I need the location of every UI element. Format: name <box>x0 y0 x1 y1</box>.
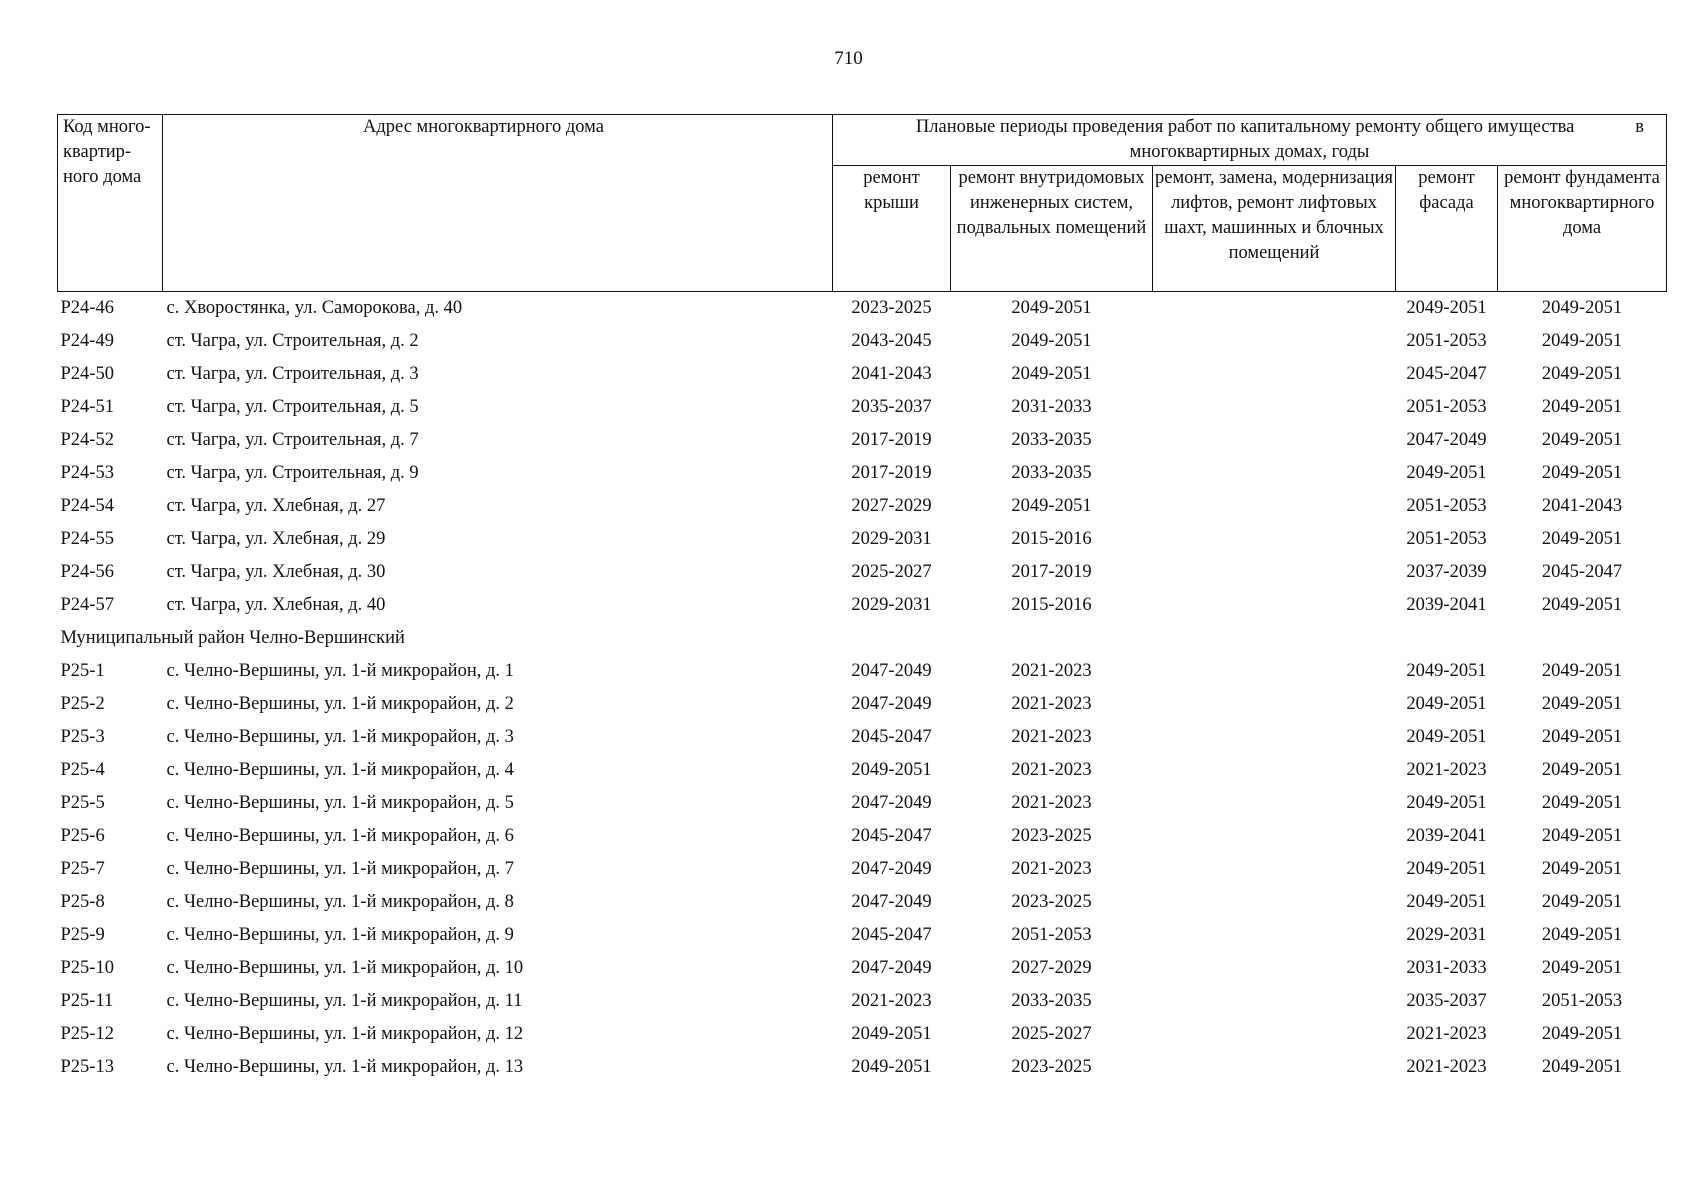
cell-roof: 2047-2049 <box>851 661 932 681</box>
cell-code: Р24-46 <box>60 298 114 318</box>
cell-engineering: 2033-2035 <box>1011 430 1092 450</box>
cell-engineering: 2021-2023 <box>1011 793 1092 813</box>
cell-code: Р25-1 <box>60 661 105 681</box>
cell-foundation: 2049-2051 <box>1541 298 1623 318</box>
cell-foundation: 2049-2051 <box>1541 958 1623 978</box>
header-planned-periods-main: Плановые периоды проведения работ по капитальному ремонту общего имущества <box>915 117 1575 137</box>
cell-facade: 2045-2047 <box>1406 364 1487 384</box>
cell-address: ст. Чагра, ул. Строительная, д. 9 <box>166 463 419 483</box>
cell-facade: 2049-2051 <box>1406 892 1487 912</box>
cell-facade: 2037-2039 <box>1406 562 1487 582</box>
cell-roof: 2027-2029 <box>851 496 932 516</box>
cell-lifts <box>1153 688 1396 721</box>
cell-code: Р25-4 <box>60 760 105 780</box>
cell-address: с. Челно-Вершины, ул. 1-й микрорайон, д. 12 <box>166 1024 524 1044</box>
cell-roof: 2035-2037 <box>851 397 932 417</box>
cell-roof: 2047-2049 <box>851 892 932 912</box>
cell-code: Р25-7 <box>60 859 105 879</box>
cell-code: Р24-49 <box>60 331 114 351</box>
cell-roof: 2047-2049 <box>851 793 932 813</box>
cell-facade: 2039-2041 <box>1406 826 1487 846</box>
cell-lifts <box>1153 358 1396 391</box>
cell-foundation: 2041-2043 <box>1541 496 1623 516</box>
cell-code: Р25-12 <box>60 1024 114 1044</box>
table-row <box>58 787 1667 820</box>
table-row <box>58 754 1667 787</box>
header-planned-periods <box>833 115 1667 166</box>
cell-foundation: 2049-2051 <box>1541 331 1623 351</box>
cell-foundation: 2049-2051 <box>1541 397 1623 417</box>
cell-address: с. Челно-Вершины, ул. 1-й микрорайон, д. 1 <box>166 661 514 681</box>
cell-roof: 2045-2047 <box>851 826 932 846</box>
cell-address: ст. Чагра, ул. Хлебная, д. 40 <box>166 595 386 615</box>
cell-foundation: 2049-2051 <box>1541 364 1623 384</box>
cell-lifts <box>1153 325 1396 358</box>
cell-roof: 2029-2031 <box>851 595 932 615</box>
cell-roof: 2041-2043 <box>851 364 932 384</box>
cell-roof: 2025-2027 <box>851 562 932 582</box>
table-row <box>58 391 1667 424</box>
cell-engineering: 2027-2029 <box>1011 958 1092 978</box>
header-foundation: ремонт фундамента многоквартирного дома <box>1498 166 1667 292</box>
cell-engineering: 2051-2053 <box>1011 925 1092 945</box>
cell-address: ст. Чагра, ул. Хлебная, д. 30 <box>166 562 386 582</box>
cell-engineering: 2049-2051 <box>1011 331 1092 351</box>
cell-code: Р25-3 <box>60 727 105 747</box>
cell-lifts <box>1153 985 1396 1018</box>
table-row <box>58 1018 1667 1051</box>
cell-engineering: 2021-2023 <box>1011 760 1092 780</box>
cell-facade: 2051-2053 <box>1406 397 1487 417</box>
cell-foundation: 2049-2051 <box>1541 595 1623 615</box>
cell-engineering: 2049-2051 <box>1011 364 1092 384</box>
header-address: Адрес многоквартирного дома <box>163 115 833 292</box>
table-row <box>58 556 1667 589</box>
header-engineering: ремонт внутридомовых инженерных систем, подвальных помещений <box>951 166 1153 292</box>
table-row <box>58 589 1667 622</box>
header-planned-periods-line1 <box>855 115 1644 140</box>
page-number: 710 <box>834 48 863 69</box>
cell-facade: 2039-2041 <box>1406 595 1487 615</box>
cell-engineering: 2017-2019 <box>1011 562 1092 582</box>
cell-foundation: 2049-2051 <box>1541 826 1623 846</box>
cell-engineering: 2015-2016 <box>1011 595 1092 615</box>
cell-roof: 2047-2049 <box>851 694 932 714</box>
cell-facade: 2051-2053 <box>1406 331 1487 351</box>
cell-address: с. Челно-Вершины, ул. 1-й микрорайон, д. 4 <box>166 760 514 780</box>
cell-code: Р24-56 <box>60 562 114 582</box>
table-row <box>58 457 1667 490</box>
cell-facade: 2031-2033 <box>1406 958 1487 978</box>
cell-roof: 2043-2045 <box>851 331 932 351</box>
table-row <box>58 523 1667 556</box>
cell-address: с. Челно-Вершины, ул. 1-й микрорайон, д. 9 <box>166 925 514 945</box>
section-title: Муниципальный район Челно-Вершинский <box>60 628 405 648</box>
cell-foundation: 2049-2051 <box>1541 661 1623 681</box>
table-row <box>58 886 1667 919</box>
cell-roof: 2021-2023 <box>851 991 932 1011</box>
cell-address: с. Челно-Вершины, ул. 1-й микрорайон, д. 7 <box>166 859 514 879</box>
cell-foundation: 2049-2051 <box>1541 463 1623 483</box>
cell-roof: 2047-2049 <box>851 958 932 978</box>
cell-facade: 2051-2053 <box>1406 529 1487 549</box>
cell-code: Р25-9 <box>60 925 105 945</box>
cell-lifts <box>1153 589 1396 622</box>
cell-roof: 2017-2019 <box>851 463 932 483</box>
header-facade: ремонт фасада <box>1396 166 1498 292</box>
cell-facade: 2049-2051 <box>1406 859 1487 879</box>
cell-roof: 2023-2025 <box>851 298 932 318</box>
cell-facade: 2021-2023 <box>1406 760 1487 780</box>
cell-facade: 2049-2051 <box>1406 793 1487 813</box>
cell-facade: 2047-2049 <box>1406 430 1487 450</box>
cell-facade: 2049-2051 <box>1406 298 1487 318</box>
cell-address: ст. Чагра, ул. Хлебная, д. 27 <box>166 496 386 516</box>
cell-foundation: 2045-2047 <box>1541 562 1623 582</box>
table-row <box>58 688 1667 721</box>
table-row <box>58 292 1667 326</box>
cell-code: Р25-13 <box>60 1057 114 1077</box>
table-row <box>58 358 1667 391</box>
cell-facade: 2035-2037 <box>1406 991 1487 1011</box>
cell-address: с. Челно-Вершины, ул. 1-й микрорайон, д. 13 <box>166 1057 524 1077</box>
cell-foundation: 2049-2051 <box>1541 1024 1623 1044</box>
cell-address: с. Челно-Вершины, ул. 1-й микрорайон, д. 6 <box>166 826 514 846</box>
cell-engineering: 2033-2035 <box>1011 991 1092 1011</box>
cell-address: ст. Чагра, ул. Строительная, д. 2 <box>166 331 419 351</box>
cell-engineering: 2049-2051 <box>1011 496 1092 516</box>
header-planned-periods-tail: в <box>1635 117 1645 137</box>
cell-lifts <box>1153 754 1396 787</box>
header-planned-periods-line2: многоквартирных домах, годы <box>1129 142 1370 162</box>
cell-address: с. Челно-Вершины, ул. 1-й микрорайон, д. 2 <box>166 694 514 714</box>
cell-foundation: 2049-2051 <box>1541 859 1623 879</box>
cell-engineering: 2021-2023 <box>1011 859 1092 879</box>
table-row <box>58 490 1667 523</box>
table-row <box>58 424 1667 457</box>
cell-roof: 2029-2031 <box>851 529 932 549</box>
cell-lifts <box>1153 721 1396 754</box>
header-lifts: ремонт, замена, модернизация лифтов, ремонт лифтовых шахт, машинных и блочных помещений <box>1153 166 1396 292</box>
cell-roof: 2049-2051 <box>851 760 932 780</box>
cell-lifts <box>1153 1051 1396 1084</box>
cell-lifts <box>1153 655 1396 688</box>
cell-address: с. Челно-Вершины, ул. 1-й микрорайон, д. 3 <box>166 727 514 747</box>
cell-roof: 2047-2049 <box>851 859 932 879</box>
cell-code: Р24-55 <box>60 529 114 549</box>
cell-engineering: 2049-2051 <box>1011 298 1092 318</box>
cell-foundation: 2049-2051 <box>1541 529 1623 549</box>
cell-facade: 2049-2051 <box>1406 694 1487 714</box>
table-row <box>58 853 1667 886</box>
cell-foundation: 2049-2051 <box>1541 892 1623 912</box>
cell-foundation: 2049-2051 <box>1541 760 1623 780</box>
cell-foundation: 2049-2051 <box>1541 430 1623 450</box>
header-code: Код много-квартир-ного дома <box>58 115 163 292</box>
table-row <box>58 655 1667 688</box>
cell-lifts <box>1153 820 1396 853</box>
cell-lifts <box>1153 919 1396 952</box>
cell-engineering: 2021-2023 <box>1011 727 1092 747</box>
cell-code: Р25-2 <box>60 694 105 714</box>
cell-engineering: 2015-2016 <box>1011 529 1092 549</box>
cell-code: Р24-51 <box>60 397 114 417</box>
cell-engineering: 2023-2025 <box>1011 826 1092 846</box>
cell-roof: 2045-2047 <box>851 727 932 747</box>
cell-facade: 2049-2051 <box>1406 463 1487 483</box>
cell-facade: 2051-2053 <box>1406 496 1487 516</box>
cell-code: Р24-52 <box>60 430 114 450</box>
cell-address: ст. Чагра, ул. Строительная, д. 3 <box>166 364 419 384</box>
header-roof: ремонт крыши <box>833 166 951 292</box>
cell-engineering: 2023-2025 <box>1011 1057 1092 1077</box>
cell-lifts <box>1153 490 1396 523</box>
cell-address: ст. Чагра, ул. Хлебная, д. 29 <box>166 529 386 549</box>
cell-code: Р25-10 <box>60 958 114 978</box>
cell-lifts <box>1153 1018 1396 1051</box>
table-row <box>58 820 1667 853</box>
table-row <box>58 952 1667 985</box>
table-header <box>58 115 1667 292</box>
table-row <box>58 985 1667 1018</box>
cell-code: Р25-5 <box>60 793 105 813</box>
cell-foundation: 2051-2053 <box>1541 991 1623 1011</box>
cell-facade: 2021-2023 <box>1406 1057 1487 1077</box>
cell-lifts <box>1153 292 1396 326</box>
cell-lifts <box>1153 952 1396 985</box>
cell-code: Р24-50 <box>60 364 114 384</box>
cell-foundation: 2049-2051 <box>1541 1057 1623 1077</box>
cell-roof: 2017-2019 <box>851 430 932 450</box>
cell-code: Р24-53 <box>60 463 114 483</box>
table-body <box>58 292 1667 1085</box>
cell-roof: 2049-2051 <box>851 1024 932 1044</box>
cell-address: ст. Чагра, ул. Строительная, д. 5 <box>166 397 419 417</box>
cell-facade: 2049-2051 <box>1406 661 1487 681</box>
cell-address: с. Челно-Вершины, ул. 1-й микрорайон, д. 10 <box>166 958 524 978</box>
cell-lifts <box>1153 391 1396 424</box>
cell-lifts <box>1153 523 1396 556</box>
cell-foundation: 2049-2051 <box>1541 727 1623 747</box>
cell-lifts <box>1153 886 1396 919</box>
cell-address: с. Челно-Вершины, ул. 1-й микрорайон, д. 8 <box>166 892 514 912</box>
table-row <box>58 1051 1667 1084</box>
section-row <box>58 622 1667 655</box>
cell-engineering: 2031-2033 <box>1011 397 1092 417</box>
cell-foundation: 2049-2051 <box>1541 694 1623 714</box>
cell-code: Р25-6 <box>60 826 105 846</box>
cell-engineering: 2033-2035 <box>1011 463 1092 483</box>
cell-foundation: 2049-2051 <box>1541 925 1623 945</box>
cell-facade: 2049-2051 <box>1406 727 1487 747</box>
cell-address: с. Челно-Вершины, ул. 1-й микрорайон, д. 5 <box>166 793 514 813</box>
cell-code: Р24-57 <box>60 595 114 615</box>
cell-address: с. Челно-Вершины, ул. 1-й микрорайон, д. 11 <box>166 991 523 1011</box>
cell-code: Р24-54 <box>60 496 114 516</box>
cell-engineering: 2025-2027 <box>1011 1024 1092 1044</box>
cell-code: Р25-8 <box>60 892 105 912</box>
cell-lifts <box>1153 853 1396 886</box>
cell-foundation: 2049-2051 <box>1541 793 1623 813</box>
table-row <box>58 325 1667 358</box>
cell-engineering: 2023-2025 <box>1011 892 1092 912</box>
repair-schedule-table <box>57 114 1667 1084</box>
cell-lifts <box>1153 457 1396 490</box>
cell-engineering: 2021-2023 <box>1011 694 1092 714</box>
cell-engineering: 2021-2023 <box>1011 661 1092 681</box>
table-row <box>58 721 1667 754</box>
cell-facade: 2021-2023 <box>1406 1024 1487 1044</box>
cell-facade: 2029-2031 <box>1406 925 1487 945</box>
cell-lifts <box>1153 556 1396 589</box>
cell-roof: 2049-2051 <box>851 1057 932 1077</box>
cell-address: ст. Чагра, ул. Строительная, д. 7 <box>166 430 419 450</box>
cell-code: Р25-11 <box>60 991 114 1011</box>
cell-lifts <box>1153 424 1396 457</box>
cell-roof: 2045-2047 <box>851 925 932 945</box>
cell-address: с. Хворостянка, ул. Саморокова, д. 40 <box>166 298 463 318</box>
cell-lifts <box>1153 787 1396 820</box>
table-row <box>58 919 1667 952</box>
